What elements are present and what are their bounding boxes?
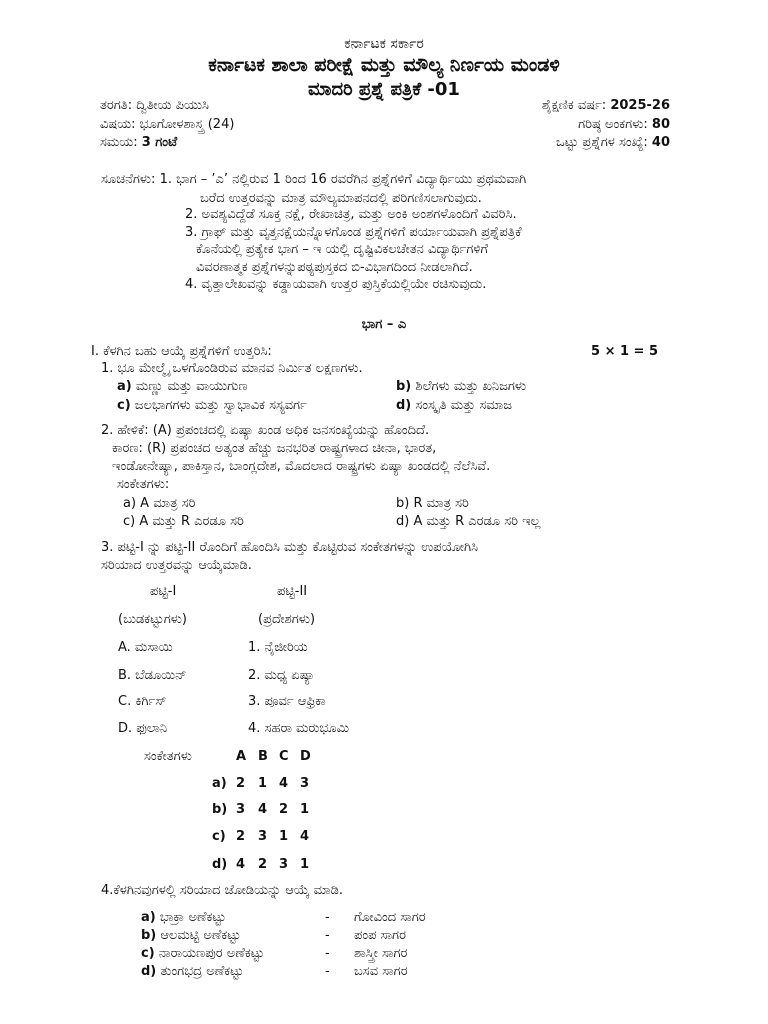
government-label: ಕರ್ನಾಟಕ ಸರ್ಕಾರ bbox=[344, 36, 424, 52]
code-row-a: a) 2 1 4 3 bbox=[212, 776, 310, 791]
list2-subheading: (ಪ್ರದೇಶಗಳು) bbox=[258, 612, 316, 627]
code-row-b: b) 3 4 2 1 bbox=[212, 802, 310, 817]
q4-pair-a: a) ಭಾಕ್ರಾ ಅಣೆಕಟ್ಟು bbox=[141, 910, 226, 925]
q2-statement: 2. ಹೇಳಿಕೆ: (A) ಪ್ರಪಂಚದಲ್ಲಿ ಏಷ್ಯಾ ಖಂಡ ಅಧಿಕ ಜನಸಂಖ್ಯೆಯನ್ನು ಹೊಂದಿದೆ. bbox=[101, 423, 430, 438]
time-info: ಸಮಯ: 3 ಗಂಟೆ bbox=[100, 135, 178, 150]
q2-reason: ಕಾರಣ: (R) ಪ್ರಪಂಚದ ಅತ್ಯಂತ ಹೆಚ್ಚು ಜನಭರಿತ ರಾಷ್ಟ್ರಗಳಾದ ಚೀನಾ, ಭಾರತ, bbox=[112, 441, 437, 456]
list1-item: D. ಫುಲಾನಿ bbox=[118, 721, 168, 736]
code-row-d: d) 4 2 3 1 bbox=[212, 857, 310, 872]
list1-item: B. ಬೆಡೂಯಿನ್ bbox=[118, 668, 187, 683]
q4-pair-dash: - bbox=[325, 928, 330, 943]
q2-option-b: b) R ಮಾತ್ರ ಸರಿ bbox=[396, 496, 469, 511]
instruction-line-4: 3. ಗ್ರಾಫ್ ಮತ್ತು ವೃತ್ತನಕ್ಷೆಯನ್ನೊಳಗೊಂಡ ಪ್ರಶ್ನೆಗಳಿಗೆ ಪರ್ಯಾಯವಾಗಿ ಪ್ರಶ್ನೆಪತ್ರಿಕೆ bbox=[185, 225, 522, 240]
list2-item: 2. ಮಧ್ಯ ಏಷ್ಯಾ bbox=[248, 668, 315, 683]
list1-item: C. ಕಿರ್ಗಿಸ್ bbox=[118, 694, 167, 709]
q1-option-d: d) ಸಂಸ್ಕೃತಿ ಮತ್ತು ಸಮಾಜ bbox=[396, 398, 512, 413]
instruction-line-5: ಕೊನೆಯಲ್ಲಿ ಪ್ರತ್ಯೇಕ ಭಾಗ – ಇ ಯಲ್ಲಿ ದೃಷ್ಟಿವಿಕಲಚೇತನ ವಿದ್ಯಾರ್ಥಿಗಳಿಗೆ bbox=[196, 242, 488, 257]
q4-pair-b: b) ಆಲಮಟ್ಟಿ ಅಣೆಕಟ್ಟು bbox=[141, 928, 241, 943]
q4-text: 4.ಕೆಳಗಿನವುಗಳಲ್ಲಿ ಸರಿಯಾದ ಜೋಡಿಯನ್ನು ಆಯ್ಕೆ ಮಾಡಿ. bbox=[101, 883, 343, 898]
section-marks: 5 × 1 = 5 bbox=[591, 344, 659, 359]
section-title: ಭಾಗ – ಎ bbox=[361, 317, 407, 332]
instruction-line-1: ಸೂಚನೆಗಳು: 1. ಭಾಗ – ’ಎ’ ನಲ್ಲಿರುವ 1 ರಿಂದ 16 ರವರೆಗಿನ ಪ್ರಶ್ನೆಗಳಿಗೆ ವಿದ್ಯಾರ್ಥಿಯು ಪ್ರಥಮವಾಗಿ bbox=[101, 172, 527, 187]
subject-info: ವಿಷಯ: ಭೂಗೋಳಶಾಸ್ತ್ರ (24) bbox=[100, 117, 235, 132]
list1-item: A. ಮಸಾಯಿ bbox=[118, 640, 173, 655]
board-title: ಕರ್ನಾಟಕ ಶಾಲಾ ಪರೀಕ್ಷೆ ಮತ್ತು ಮೌಲ್ಯ ನಿರ್ಣಯ ಮಂಡಳಿ bbox=[208, 54, 560, 76]
paper-title: ಮಾದರಿ ಪ್ರಶ್ನೆ ಪತ್ರಿಕೆ -01 bbox=[308, 79, 460, 100]
instruction-line-2: ಬರೆದ ಉತ್ತರವನ್ನು ಮಾತ್ರ ಮೌಲ್ಯಮಾಪನದಲ್ಲಿ ಪರಿಗಣಿಸಲಾಗುವುದು. bbox=[200, 191, 482, 206]
instructions-label: ಸೂಚನೆಗಳು: bbox=[101, 172, 160, 187]
q3-text-cont: ಸರಿಯಾದ ಉತ್ತರವನ್ನು ಆಯ್ಕೆಮಾಡಿ. bbox=[101, 558, 252, 573]
code-row-c: c) 2 3 1 4 bbox=[212, 829, 310, 844]
q2-reason-cont: ಇಂಡೋನೇಷ್ಯಾ, ಪಾಕಿಸ್ತಾನ, ಬಾಂಗ್ಲದೇಶ, ಮೊದಲಾದ ರಾಷ್ಟ್ರಗಳು ಏಷ್ಯಾ ಖಂಡದಲ್ಲಿ ನೆಲೆಸಿವೆ. bbox=[112, 459, 491, 474]
list2-heading: ಪಟ್ಟಿ-II bbox=[277, 584, 308, 599]
list1-heading: ಪಟ್ಟಿ-I bbox=[150, 584, 177, 599]
academic-year: ಶೈಕ್ಷಣಿಕ ವರ್ಷ: 2025-26 bbox=[541, 98, 670, 113]
q4-pair-dash: - bbox=[325, 910, 330, 925]
q2-option-a: a) A ಮಾತ್ರ ಸರಿ bbox=[123, 496, 196, 511]
q2-option-c: c) A ಮತ್ತು R ಎರಡೂ ಸರಿ bbox=[123, 514, 244, 529]
codes-header-row: A B C D bbox=[236, 749, 311, 764]
list2-item: 4. ಸಹರಾ ಮರುಭೂಮಿ bbox=[248, 721, 350, 736]
max-marks: ಗರಿಷ್ಠ ಅಂಕಗಳು: 80 bbox=[578, 117, 670, 132]
q4-pair-d: d) ತುಂಗಭದ್ರ ಅಣೆಕಟ್ಟು bbox=[141, 964, 244, 979]
list1-subheading: (ಬುಡಕಟ್ಟುಗಳು) bbox=[118, 612, 187, 627]
q1-option-a: a) ಮಣ್ಣು ಮತ್ತು ವಾಯುಗುಣ bbox=[117, 379, 248, 394]
list2-item: 1. ನೈಜೀರಿಯ bbox=[248, 640, 308, 655]
q1-option-b: b) ಶಿಲೆಗಳು ಮತ್ತು ಖನಿಜಗಳು bbox=[396, 379, 527, 394]
total-questions: ಒಟ್ಟು ಪ್ರಶ್ನೆಗಳ ಸಂಖ್ಯೆ: 40 bbox=[555, 135, 670, 150]
instruction-line-6: ವಿವರಣಾತ್ಮಕ ಪ್ರಶ್ನೆಗಳನ್ನುಪಠ್ಯಪುಸ್ತಕದ ಬಿ-ವಿಭಾಗದಿಂದ ನೀಡಲಾಗಿದೆ. bbox=[196, 260, 473, 275]
q3-text: 3. ಪಟ್ಟಿ-I ನ್ನು ಪಟ್ಟಿ-II ರೊಂದಿಗೆ ಹೊಂದಿಸಿ ಮತ್ತು ಕೊಟ್ಟಿರುವ ಸಂಕೇತಗಳನ್ನು ಉಪಯೋಗಿಸಿ bbox=[101, 540, 479, 555]
instruction-line-7: 4. ವೃತ್ತಾಲೇಖವನ್ನು ಕಡ್ಡಾಯವಾಗಿ ಉತ್ತರ ಪುಸ್ತಿಕೆಯಲ್ಲಿಯೇ ರಚಿಸುವುದು. bbox=[185, 277, 487, 292]
q4-pair-c: c) ನಾರಾಯಣಪುರ ಅಣೆಕಟ್ಟು bbox=[141, 946, 265, 961]
q4-pair-c-right: ಶಾಸ್ತ್ರೀ ಸಾಗರ bbox=[354, 946, 408, 961]
q4-pair-dash: - bbox=[325, 946, 330, 961]
class-info: ತರಗತಿ: ದ್ವಿತೀಯ ಪಿಯುಸಿ bbox=[100, 98, 209, 113]
q4-pair-dash: - bbox=[325, 964, 330, 979]
q2-codes-label: ಸಂಕೇತಗಳು: bbox=[117, 477, 170, 492]
instruction-line-3: 2. ಅವಶ್ಯವಿದ್ದೆಡೆ ಸೂಕ್ತ ನಕ್ಷೆ, ರೇಖಾಚಿತ್ರ, ಮತ್ತು ಅಂಕಿ ಅಂಶಗಳೊಂದಿಗೆ ವಿವರಿಸಿ. bbox=[185, 207, 517, 222]
q1-text: 1. ಭೂ ಮೇಲ್ಮೈ ಒಳಗೊಂಡಿರುವ ಮಾನವ ನಿರ್ಮಿತ ಲಕ್ಷಣಗಳು. bbox=[101, 361, 363, 376]
q4-pair-b-right: ಪಂಪ ಸಾಗರ bbox=[354, 928, 406, 943]
q1-option-c: c) ಜಲಭಾಗಗಳು ಮತ್ತು ಸ್ವಾಭಾವಿಕ ಸಸ್ಯವರ್ಗ bbox=[117, 398, 307, 413]
q2-option-d: d) A ಮತ್ತು R ಎರಡೂ ಸರಿ ಇಲ್ಲ bbox=[396, 514, 541, 529]
section-instruction: I. ಕೆಳಗಿನ ಬಹು ಆಯ್ಕೆ ಪ್ರಶ್ನೆಗಳಿಗೆ ಉತ್ತರಿಸಿ: bbox=[91, 344, 272, 359]
codes-label: ಸಂಕೇತಗಳು bbox=[144, 749, 192, 764]
q4-pair-d-right: ಬಸವ ಸಾಗರ bbox=[354, 964, 408, 979]
q4-pair-a-right: ಗೋವಿಂದ ಸಾಗರ bbox=[354, 910, 426, 925]
list2-item: 3. ಪೂರ್ವ ಆಫ್ರಿಕಾ bbox=[248, 694, 326, 709]
